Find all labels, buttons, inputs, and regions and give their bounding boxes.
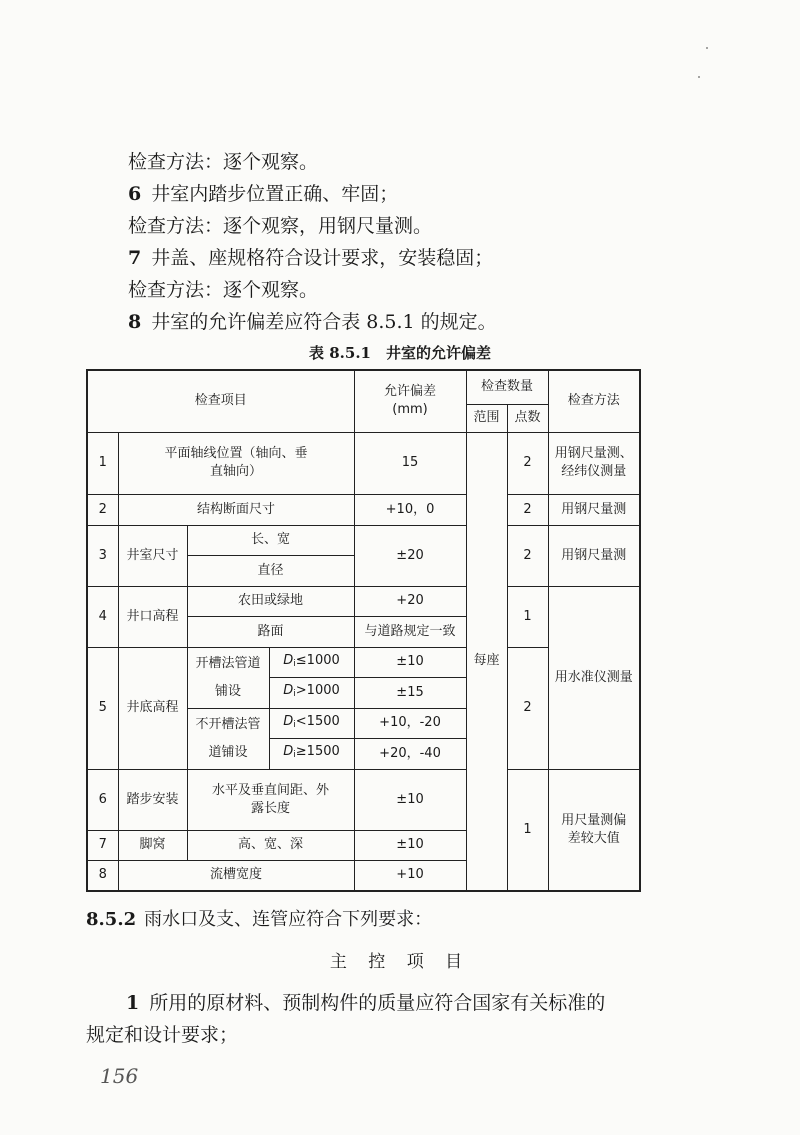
body-line-5 [128, 278, 318, 302]
section-text: 雨水口及支、连管应符合下列要求： [144, 909, 433, 930]
row-group-trenchless: 不开槽法管道铺设 [187, 708, 269, 769]
row-tolerance: +20 [354, 586, 466, 616]
row-subitem: 路面 [187, 616, 354, 647]
di-subscript: i [293, 719, 296, 730]
row-points: 2 [507, 494, 548, 525]
header-tolerance [354, 370, 466, 432]
item-1-line-2 [86, 1023, 238, 1047]
row-condition [269, 738, 354, 769]
row-subitem: 水平及垂直间距、外露长度 [187, 769, 354, 830]
row-method: 用水准仪测量 [548, 586, 640, 769]
item-number: 1 [126, 992, 140, 1014]
row-number: 5 [87, 647, 118, 769]
subheading: 主 控 项 目 [329, 952, 471, 972]
body-line-text: 井盖、座规格符合设计要求，安装稳固； [151, 247, 494, 269]
row-points: 1 [507, 586, 548, 647]
item-number: 7 [128, 247, 142, 269]
row-number: 4 [87, 586, 118, 647]
header-tolerance-unit: (mm) [392, 402, 428, 418]
tolerance-table [86, 369, 641, 892]
body-line-text: 检查方法：逐个观察。 [128, 279, 319, 301]
row-subitem: 直径 [187, 555, 354, 586]
body-line-text: 井室内踏步位置正确、牢固； [151, 183, 399, 205]
row-number: 6 [87, 769, 118, 830]
body-line-4 [128, 246, 493, 270]
di-symbol: D [283, 713, 294, 729]
table-row [87, 525, 640, 555]
row-item: 结构断面尺寸 [118, 494, 354, 525]
row-item: 井底高程 [118, 647, 187, 769]
scan-speck [698, 76, 700, 78]
row-condition [269, 647, 354, 677]
row-points: 1 [507, 769, 548, 891]
body-line-text: 井室的允许偏差应符合表 8.5.1 的规定。 [151, 311, 497, 333]
row-subitem: 长、宽 [187, 525, 354, 555]
item-text: 所用的原材料、预制构件的质量应符合国家有关标准的 [149, 992, 606, 1014]
row-number: 8 [87, 860, 118, 891]
di-symbol: D [283, 744, 294, 759]
row-tolerance: +10 [354, 860, 466, 891]
row-item: 平面轴线位置（轴向、垂直轴向） [118, 432, 354, 494]
row-tolerance: ±10 [354, 769, 466, 830]
condition-value: >1000 [295, 683, 340, 698]
body-line-text: 检查方法：逐个观察，用钢尺量测。 [128, 215, 433, 237]
item-text: 规定和设计要求； [86, 1024, 239, 1046]
table-row [87, 432, 640, 494]
body-line-3 [128, 214, 432, 238]
header-tolerance-label: 允许偏差 [384, 384, 437, 400]
row-item: 流槽宽度 [118, 860, 354, 891]
range-cell: 每座 [466, 432, 507, 891]
table-header-row [87, 370, 640, 404]
row-subitem: 高、宽、深 [187, 830, 354, 860]
item-number: 8 [128, 311, 142, 333]
item-1-line-1 [126, 991, 605, 1015]
body-line-2 [128, 182, 398, 206]
item-number: 6 [128, 183, 142, 205]
table-row [87, 586, 640, 616]
row-points: 2 [507, 647, 548, 769]
row-number: 2 [87, 494, 118, 525]
row-number: 1 [87, 432, 118, 494]
row-tolerance: 15 [354, 432, 466, 494]
row-method: 用尺量测偏差较大值 [548, 769, 640, 891]
row-number: 7 [87, 830, 118, 860]
row-subitem: 农田或绿地 [187, 586, 354, 616]
page-number: 156 [100, 1064, 139, 1088]
row-tolerance: 与道路规定一致 [354, 616, 466, 647]
table-caption: 表 8.5.1 井室的允许偏差 [309, 344, 491, 362]
row-tolerance: ±10 [354, 647, 466, 677]
header-item: 检查项目 [87, 370, 354, 432]
row-method: 用钢尺量测 [548, 494, 640, 525]
row-tolerance: ±15 [354, 677, 466, 708]
row-item: 踏步安装 [118, 769, 187, 830]
row-method: 用钢尺量测、经纬仪测量 [548, 432, 640, 494]
body-line-1 [128, 150, 318, 174]
row-condition [269, 677, 354, 708]
row-group-open-trench: 开槽法管道铺设 [187, 647, 269, 708]
condition-value: ≥1500 [295, 744, 340, 759]
row-number: 3 [87, 525, 118, 586]
row-item: 脚窝 [118, 830, 187, 860]
table-row [87, 494, 640, 525]
scan-speck [706, 47, 708, 49]
row-item: 井口高程 [118, 586, 187, 647]
header-quantity: 检查数量 [466, 370, 548, 404]
row-tolerance: ±10 [354, 830, 466, 860]
header-range: 范围 [466, 404, 507, 432]
row-tolerance: +10，0 [354, 494, 466, 525]
body-line-6 [128, 310, 497, 334]
condition-value: ≤1000 [295, 652, 340, 668]
table-row [87, 769, 640, 830]
row-tolerance: +20，-40 [354, 738, 466, 769]
di-subscript: i [293, 750, 296, 760]
section-number: 8.5.2 [86, 909, 137, 930]
row-points: 2 [507, 432, 548, 494]
row-points: 2 [507, 525, 548, 586]
row-item: 井室尺寸 [118, 525, 187, 586]
section-heading [86, 905, 432, 931]
condition-value: <1500 [295, 713, 340, 729]
di-symbol: D [283, 683, 294, 698]
row-method: 用钢尺量测 [548, 525, 640, 586]
row-tolerance: ±20 [354, 525, 466, 586]
header-points: 点数 [507, 404, 548, 432]
di-subscript: i [293, 658, 296, 669]
header-method: 检查方法 [548, 370, 640, 432]
body-line-text: 检查方法：逐个观察。 [128, 151, 319, 173]
di-symbol: D [283, 652, 294, 668]
row-tolerance: +10，-20 [354, 708, 466, 738]
di-subscript: i [293, 689, 296, 699]
row-condition [269, 708, 354, 738]
